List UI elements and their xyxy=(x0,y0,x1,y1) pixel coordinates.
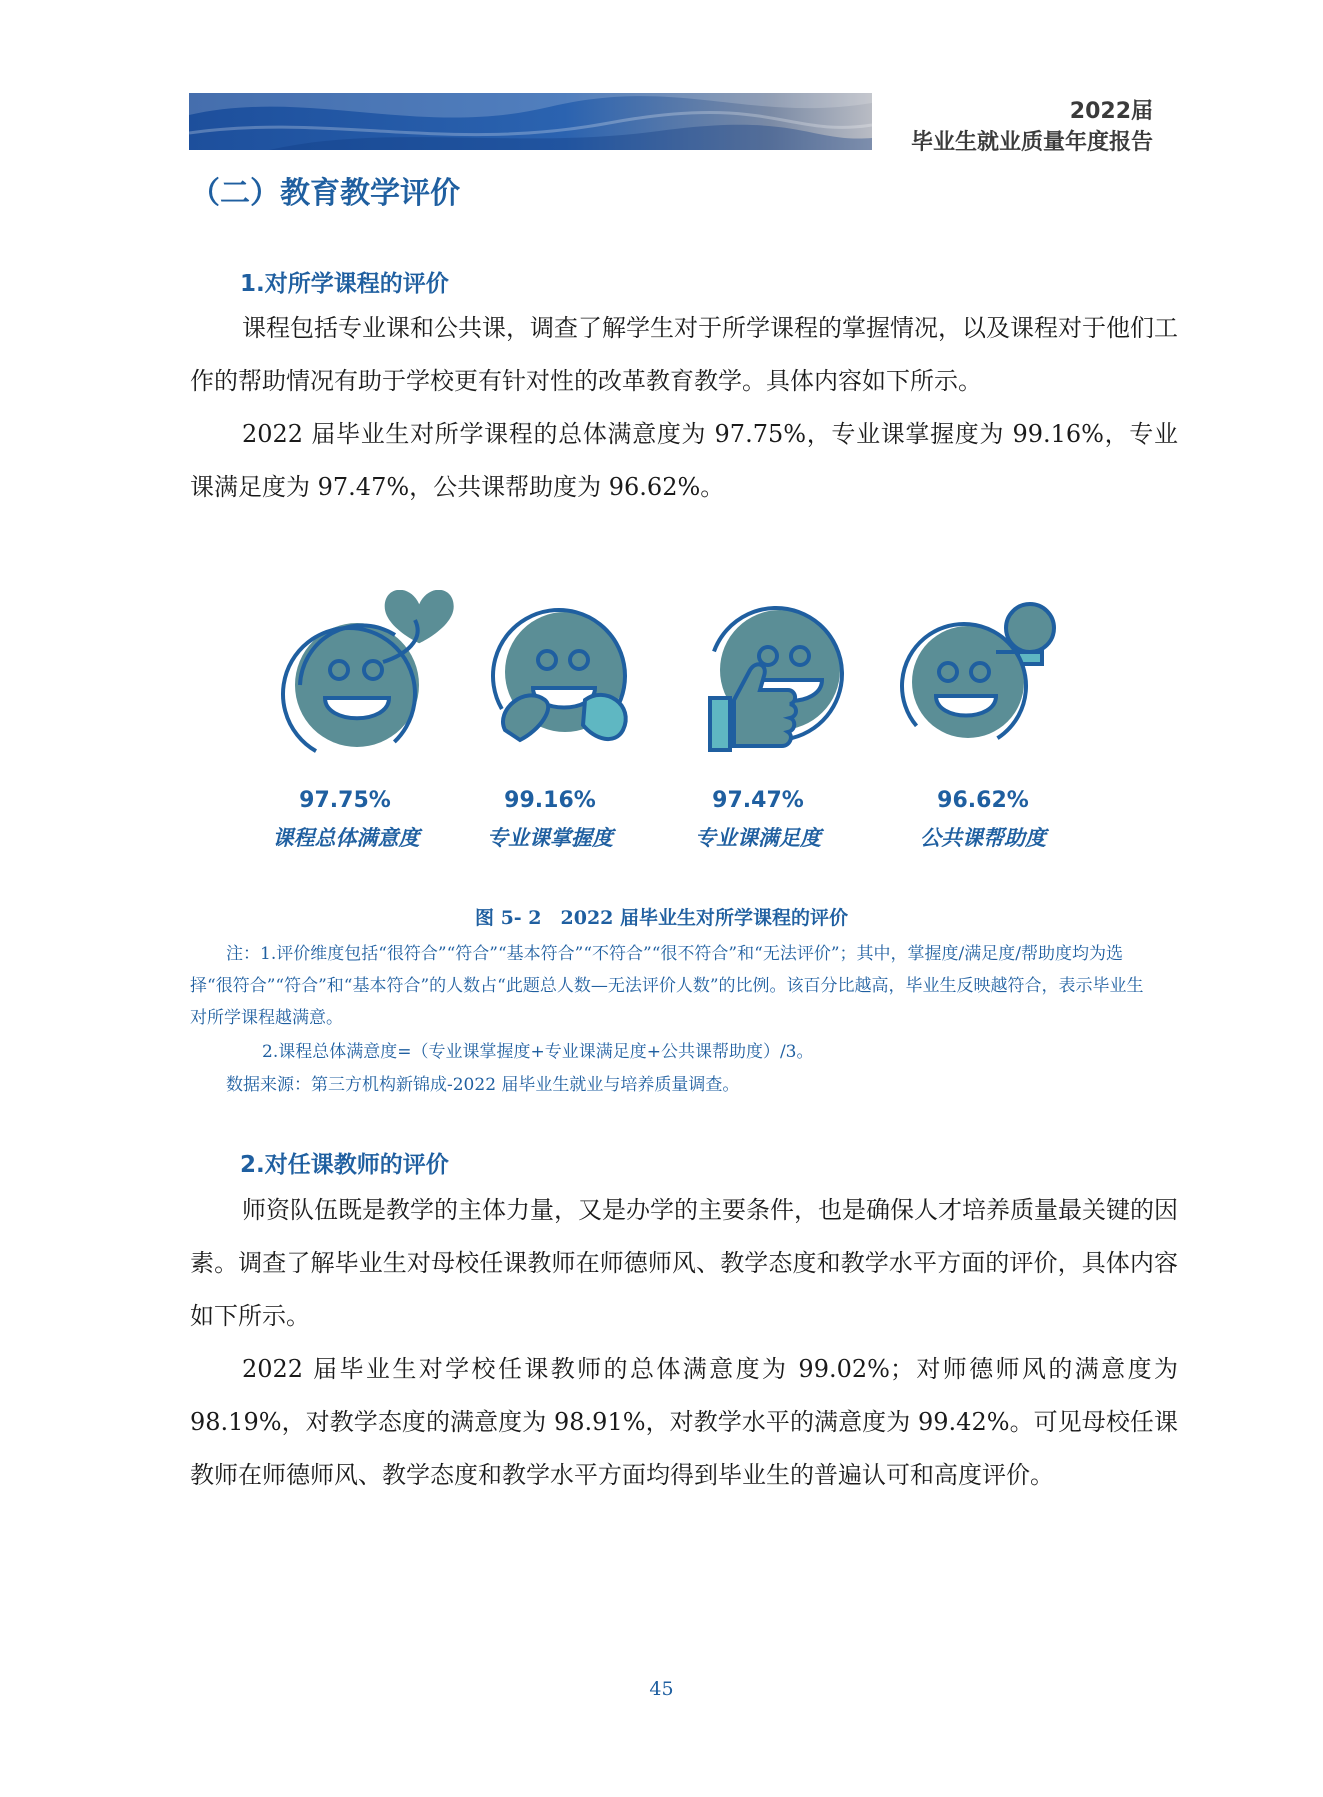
metric-value: 99.16% xyxy=(504,788,596,813)
paragraph-courses-results: 2022 届毕业生对所学课程的总体满意度为 97.75%，专业课掌握度为 99.16%，专业课满足度为 97.47%，公共课帮助度为 96.62%。 xyxy=(190,420,1178,501)
smiley-lightbulb-icon xyxy=(877,599,1054,765)
header-banner xyxy=(189,93,872,150)
smiley-thumbs-up-icon xyxy=(691,590,860,759)
metric-value: 97.75% xyxy=(299,788,391,813)
satisfaction-icons-group xyxy=(270,590,1080,765)
paragraph-teachers-intro: 师资队伍既是教学的主体力量，又是办学的主要条件，也是确保人才培养质量最关键的因素。调查了解毕业生对母校任课教师在师德师风、教学态度和教学水平方面的评价，具体内容如下所示。 xyxy=(190,1196,1178,1330)
figure-note-2: 2.课程总体满意度=（专业课掌握度+专业课满足度+公共课帮助度）/3。 xyxy=(262,1042,814,1062)
metric-label: 公共课帮助度 xyxy=(920,826,1046,850)
metric-label: 专业课掌握度 xyxy=(487,826,613,850)
figure-note-1: 注：1.评价维度包括“很符合”“符合”“基本符合”“不符合”“很不符合”和“无法评价”；其中，掌握度/满足度/帮助度均为选择“很符合”“符合”和“基本符合”的人数占“此题总人数—无法评价人数”的比例。该百分比越高，毕业生反映越符合，表示毕业生对所学课程越满意。 xyxy=(190,944,1144,1028)
header-report-title: 毕业生就业质量年度报告 xyxy=(910,130,1153,155)
subsection-title-teachers: 2.对任课教师的评价 xyxy=(240,1152,449,1178)
metric-value: 97.47% xyxy=(712,788,804,813)
figure-caption: 图 5- 2 2022 届毕业生对所学课程的评价 xyxy=(474,907,849,929)
metric-label: 专业课满足度 xyxy=(695,826,821,850)
data-source-note: 数据来源：第三方机构新锦成-2022 届毕业生就业与培养质量调查。 xyxy=(226,1075,740,1095)
header-year: 2022届 xyxy=(1069,99,1153,124)
page-number: 45 xyxy=(649,1678,674,1700)
smiley-heart-icon xyxy=(270,590,454,765)
metric-value: 96.62% xyxy=(937,788,1029,813)
metric-label: 课程总体满意度 xyxy=(272,826,420,850)
paragraph-teachers-results: 2022 届毕业生对学校任课教师的总体满意度为 99.02%；对师德师风的满意度为 98.19%，对教学态度的满意度为 98.91%，对教学水平的满意度为 99.42%。可见母校任课教师在师德师风、教学态度和教学水平方面均得到毕业生的普遍认可和高度评价。 xyxy=(190,1355,1178,1489)
section-title: （二）教育教学评价 xyxy=(190,176,460,211)
paragraph-courses-intro: 课程包括专业课和公共课，调查了解学生对于所学课程的掌握情况，以及课程对于他们工作的帮助情况有助于学校更有针对性的改革教育教学。具体内容如下所示。 xyxy=(190,314,1178,395)
subsection-title-courses: 1.对所学课程的评价 xyxy=(240,271,449,297)
smiley-hands-icon xyxy=(469,590,649,765)
